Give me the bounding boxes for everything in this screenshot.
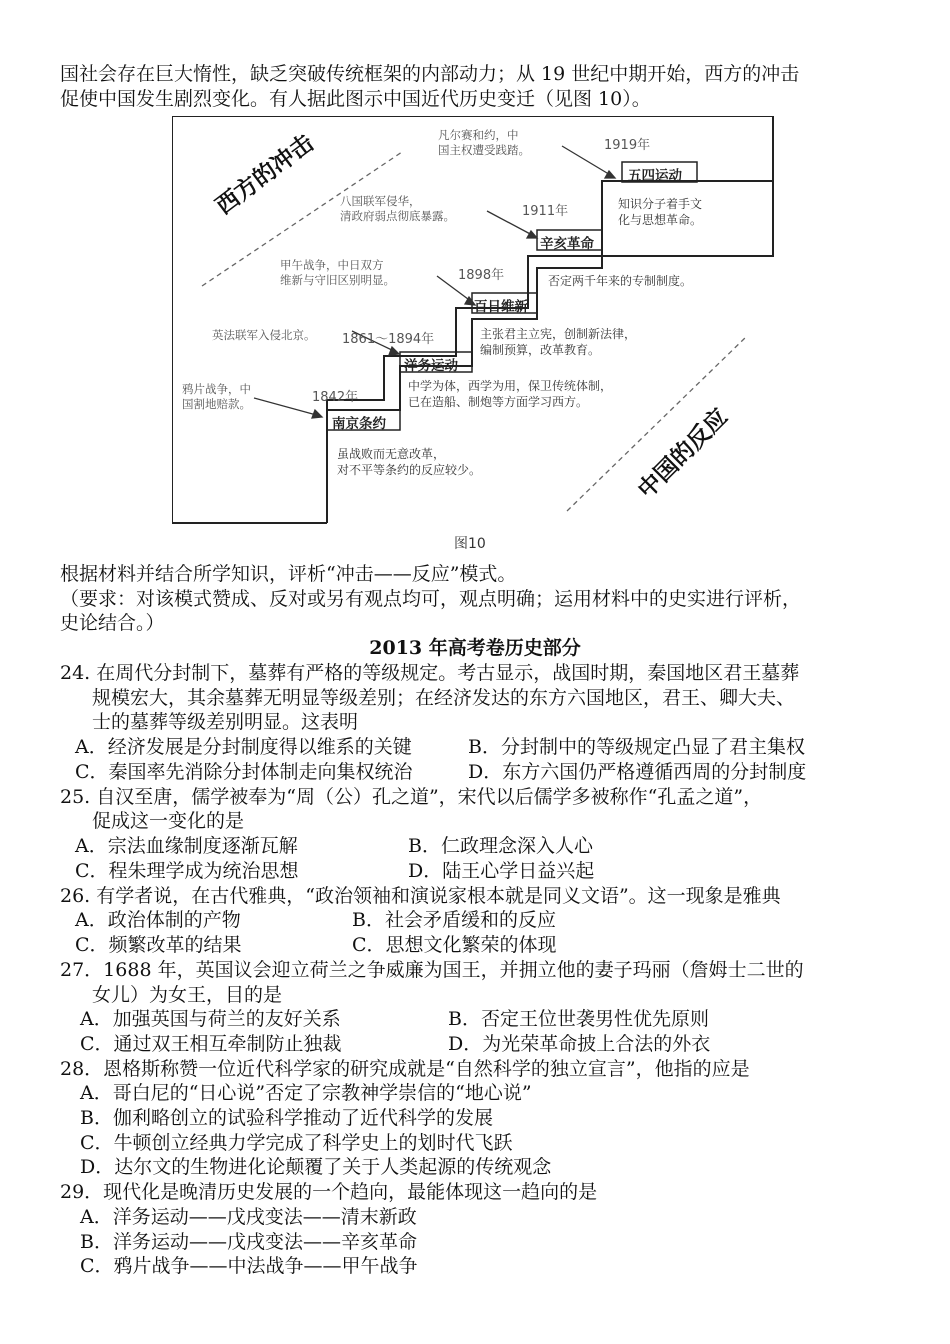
event-step: 洋务运动	[404, 358, 458, 374]
question-26-option-a[interactable]: A．政治体制的产物	[75, 909, 241, 931]
question-24-stem: 规模宏大，其余墓葬无明显等级差别；在经济发达的东方六国地区，君王、卿大夫、	[92, 687, 796, 709]
question-26-option-b[interactable]: B．社会矛盾缓和的反应	[352, 909, 556, 931]
question-29-option-c[interactable]: C．鸦片战争——中法战争——甲午战争	[80, 1255, 418, 1277]
question-27-stem: 女儿）为女王，目的是	[92, 984, 283, 1006]
event-cause: 甲午战争，中日双方 维新与守旧区别明显。	[280, 258, 395, 287]
task-line-1: 根据材料并结合所学知识，评析“冲击——反应”模式。	[60, 563, 517, 585]
question-26-stem: 26. 有学者说，在古代雅典，“政治领袖和演说家根本就是同义文语”。这一现象是雅典	[60, 885, 781, 907]
event-year: 1861～1894年	[342, 332, 435, 347]
event-step: 辛亥革命	[540, 236, 594, 252]
china-response-label: 中国的反应	[633, 403, 733, 504]
question-26-option-c[interactable]: C．频繁改革的结果	[75, 934, 242, 956]
intro-line-1: 国社会存在巨大惰性，缺乏突破传统框架的内部动力；从 19 世纪中期开始，西方的冲击	[60, 63, 800, 85]
western-impact-label: 西方的冲击	[211, 129, 319, 220]
question-29-option-b[interactable]: B．洋务运动——戊戌变法——辛亥革命	[80, 1231, 417, 1253]
task-line-3: 史论结合。）	[60, 612, 165, 634]
question-28-option-a[interactable]: A．哥白尼的“日心说”否定了宗教神学崇信的“地心说”	[80, 1082, 532, 1104]
question-25-option-d[interactable]: D．陆王心学日益兴起	[408, 860, 595, 882]
question-24-stem: 24. 在周代分封制下，墓葬有严格的等级规定。考古显示，战国时期，秦国地区君王墓葬	[60, 662, 800, 684]
event-step: 五四运动	[628, 168, 682, 184]
event-year: 1898年	[458, 268, 505, 283]
question-25-option-b[interactable]: B．仁政理念深入人心	[408, 835, 593, 857]
question-25-option-a[interactable]: A．宗法血缘制度逐渐瓦解	[75, 835, 298, 857]
question-28-option-b[interactable]: B．伽利略创立的试验科学推动了近代科学的发展	[80, 1107, 493, 1129]
event-year: 1842年	[312, 390, 359, 405]
task-line-2: （要求：对该模式赞成、反对或另有观点均可，观点明确；运用材料中的史实进行评析，	[60, 588, 802, 610]
question-28-option-d[interactable]: D．达尔文的生物进化论颠覆了关于人类起源的传统观念	[80, 1156, 552, 1178]
figure-10-diagram	[172, 116, 776, 526]
question-26-option-d[interactable]: C．思想文化繁荣的体现	[352, 934, 557, 956]
event-response: 知识分子着手文 化与思想革命。	[618, 197, 703, 227]
intro-line-2: 促使中国发生剧烈变化。有人据此图示中国近代历史变迁（见图 10）。	[60, 88, 651, 110]
question-27-option-a[interactable]: A．加强英国与荷兰的友好关系	[80, 1008, 341, 1030]
event-year: 1911年	[522, 204, 569, 219]
figure-caption: 图10	[454, 536, 486, 552]
question-28-option-c[interactable]: C．牛顿创立经典力学完成了科学史上的划时代飞跃	[80, 1132, 513, 1154]
question-28-stem: 28．恩格斯称赞一位近代科学家的研究成就是“自然科学的独立宣言”，他指的应是	[60, 1058, 750, 1080]
event-step: 百日维新	[474, 299, 528, 315]
event-cause: 英法联军入侵北京。	[212, 328, 316, 342]
event-cause: 八国联军侵华， 清政府弱点彻底暴露。	[340, 194, 455, 223]
question-27-option-d[interactable]: D．为光荣革命披上合法的外衣	[448, 1033, 711, 1055]
event-response: 否定两千年来的专制制度。	[548, 274, 693, 288]
event-cause: 凡尔赛和约，中 国主权遭受践踏。	[438, 128, 530, 157]
question-29-option-a[interactable]: A．洋务运动——戊戌变法——清末新政	[80, 1206, 417, 1228]
question-27-stem: 27．1688 年，英国议会迎立荷兰之争威廉为国王，并拥立他的妻子玛丽（詹姆士二世的	[60, 959, 804, 981]
question-24-option-b[interactable]: B．分封制中的等级规定凸显了君主集权	[468, 736, 805, 758]
event-year: 1919年	[604, 138, 651, 153]
event-response: 中学为体，西学为用，保卫传统体制， 已在造船、制炮等方面学习西方。	[408, 379, 613, 409]
question-27-option-c[interactable]: C．通过双王相互牵制防止独裁	[80, 1033, 342, 1055]
event-step: 南京条约	[332, 416, 386, 432]
question-25-stem: 25. 自汉至唐，儒学被奉为“周（公）孔之道”，宋代以后儒学多被称作“孔孟之道”，	[60, 786, 763, 808]
question-24-option-a[interactable]: A．经济发展是分封制度得以维系的关键	[75, 736, 412, 758]
section-title: 2013 年高考卷历史部分	[369, 637, 581, 659]
event-response: 主张君主立宪，创制新法律， 编制预算，改革教育。	[480, 327, 637, 357]
event-cause: 鸦片战争，中 国割地赔款。	[182, 382, 251, 411]
question-25-option-c[interactable]: C．程朱理学成为统治思想	[75, 860, 299, 882]
question-25-stem: 促成这一变化的是	[92, 810, 245, 832]
question-24-stem: 士的墓葬等级差别明显。这表明	[92, 711, 359, 733]
event-response: 虽战败而无意改革， 对不平等条约的反应较少。	[337, 447, 482, 477]
question-29-stem: 29．现代化是晚清历史发展的一个趋向，最能体现这一趋向的是	[60, 1181, 598, 1203]
question-24-option-d[interactable]: D．东方六国仍严格遵循西周的分封制度	[468, 761, 807, 783]
question-27-option-b[interactable]: B．否定王位世袭男性优先原则	[448, 1008, 709, 1030]
question-24-option-c[interactable]: C．秦国率先消除分封体制走向集权统治	[75, 761, 413, 783]
